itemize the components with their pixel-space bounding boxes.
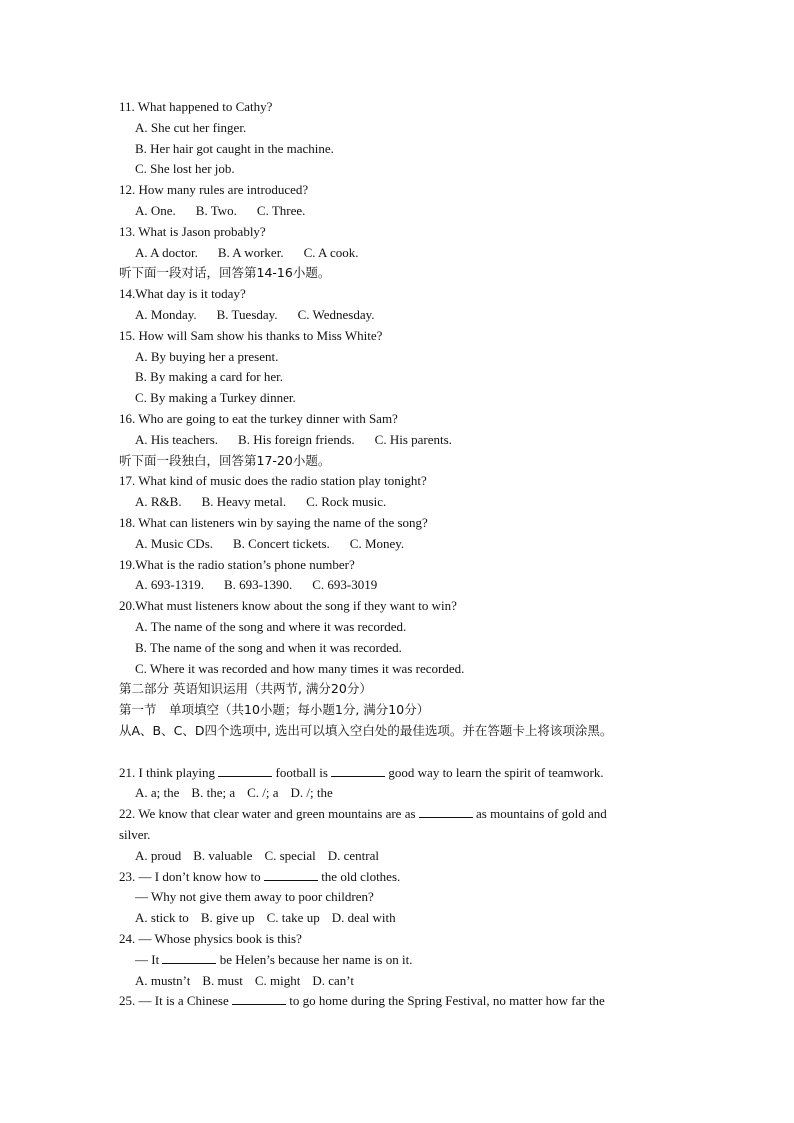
- answer-blank: [162, 951, 216, 964]
- option-item: C. His parents.: [374, 431, 452, 447]
- option-line: [135, 534, 695, 554]
- question-text: 22. We know that clear water and green mountains are as: [119, 806, 419, 822]
- section-instruction: 从A、B、C、D四个选项中, 选出可以填入空白处的最佳选项。并在答题卡上将该项涂黑。: [119, 723, 613, 738]
- option-line: [135, 430, 695, 450]
- option-line: [135, 575, 695, 595]
- question-line: 14.What day is it today?: [119, 286, 246, 302]
- question-line: [119, 867, 679, 887]
- option-item: B. His foreign friends.: [238, 431, 355, 447]
- option-item: A. Monday.: [135, 307, 197, 322]
- option-line: [135, 347, 695, 367]
- question-text: be Helen’s because her name is on it.: [216, 951, 413, 967]
- option-item: A. She cut her finger.: [135, 119, 247, 135]
- option-item: A. R&B.: [135, 494, 182, 510]
- option-line: [135, 201, 695, 221]
- option-line: [135, 492, 695, 512]
- option-item: B. Her hair got caught in the machine.: [135, 140, 334, 156]
- option-item: C. /; a: [247, 785, 279, 801]
- question-line: 24. — Whose physics book is this?: [119, 931, 302, 946]
- section-instruction: 听下面一段独白，回答第17-20小题。: [119, 452, 331, 468]
- option-line: [135, 243, 695, 263]
- question-text: good way to learn the spirit of teamwork.: [385, 764, 604, 780]
- option-item: B. the; a: [191, 785, 236, 801]
- option-item: B. By making a card for her.: [135, 369, 284, 385]
- option-item: A. stick to: [135, 910, 189, 926]
- option-item: B. Tuesday.: [216, 307, 278, 322]
- question-text: 23. — I don’t know how to: [119, 868, 264, 884]
- option-line: [135, 887, 695, 907]
- section-instruction: 听下面一段对话，回答第14-16小题。: [119, 265, 331, 281]
- option-item: B. A worker.: [217, 244, 284, 260]
- option-item: B. Two.: [195, 203, 237, 218]
- option-line: [135, 305, 695, 325]
- option-item: C. Money.: [349, 535, 405, 551]
- question-line: 19.What is the radio station’s phone number?: [119, 556, 355, 572]
- question-line: 18. What can listeners win by saying the name of the song?: [119, 515, 428, 530]
- option-item: B. Heavy metal.: [201, 494, 287, 510]
- option-item: C. might: [254, 972, 301, 988]
- option-line: [135, 846, 695, 866]
- question-text: to go home during the Spring Festival, no matter how far the: [286, 993, 605, 1009]
- option-item: A. Music CDs.: [135, 535, 214, 551]
- option-line: [135, 783, 695, 803]
- question-line: silver.: [119, 827, 151, 842]
- answer-blank: [232, 992, 286, 1005]
- question-text: the old clothes.: [317, 868, 401, 884]
- option-item: A. mustn’t: [135, 972, 191, 988]
- question-text: as mountains of gold and: [472, 806, 607, 822]
- option-line: [135, 118, 695, 138]
- option-item: C. take up: [266, 910, 320, 926]
- option-item: C. By making a Turkey dinner.: [135, 390, 296, 406]
- option-item: C. A cook.: [303, 244, 359, 260]
- option-item: C. Where it was recorded and how many times it was recorded.: [135, 660, 465, 676]
- question-line: [119, 991, 679, 1011]
- option-item: A. a; the: [135, 785, 180, 801]
- question-line: [119, 763, 679, 783]
- option-item: A. One.: [135, 203, 176, 218]
- question-line: 13. What is Jason probably?: [119, 223, 266, 239]
- answer-blank: [218, 764, 272, 777]
- option-item: B. Concert tickets.: [233, 535, 330, 551]
- section-instruction: 第二部分 英语知识运用（共两节, 满分20分）: [119, 681, 372, 697]
- option-item: — Why not give them away to poor children?: [135, 889, 374, 905]
- option-item: B. must: [202, 972, 243, 988]
- question-line: 15. How will Sam show his thanks to Miss White?: [119, 327, 383, 343]
- section-instruction: 第一节 单项填空（共10小题；每小题1分, 满分10分）: [119, 702, 430, 718]
- option-item: B. The name of the song and when it was recorded.: [135, 639, 402, 655]
- option-line: [135, 388, 695, 408]
- option-item: B. 693-1390.: [223, 577, 293, 593]
- question-text: 21. I think playing: [119, 764, 219, 780]
- answer-blank: [264, 868, 318, 881]
- question-text: — It: [135, 951, 163, 967]
- option-item: A. proud: [135, 847, 182, 863]
- option-line: [135, 908, 695, 928]
- answer-blank: [419, 805, 473, 818]
- option-item: A. By buying her a present.: [135, 348, 279, 364]
- option-item: D. central: [327, 847, 379, 863]
- option-item: C. Wednesday.: [297, 307, 375, 322]
- option-item: A. A doctor.: [135, 244, 198, 260]
- question-line: 20.What must listeners know about the song if they want to win?: [119, 598, 457, 614]
- option-item: A. His teachers.: [135, 431, 219, 447]
- answer-blank: [331, 764, 385, 777]
- option-line: [135, 159, 695, 179]
- option-item: B. valuable: [193, 847, 253, 863]
- option-line: [135, 367, 695, 387]
- option-item: C. special: [264, 847, 316, 863]
- question-line: 17. What kind of music does the radio station play tonight?: [119, 473, 427, 489]
- question-line: [119, 804, 679, 824]
- option-item: C. 693-3019: [312, 577, 378, 593]
- question-text: 25. — It is a Chinese: [119, 993, 233, 1009]
- option-item: D. /; the: [290, 785, 333, 801]
- option-item: B. give up: [200, 910, 255, 926]
- question-line: 12. How many rules are introduced?: [119, 182, 309, 198]
- option-line: [135, 971, 695, 991]
- question-line: 16. Who are going to eat the turkey dinner with Sam?: [119, 411, 398, 426]
- question-text: football is: [272, 764, 332, 780]
- option-line: [135, 638, 695, 658]
- option-item: C. She lost her job.: [135, 161, 235, 177]
- option-item: A. The name of the song and where it was recorded.: [135, 619, 407, 634]
- question-line: 11. What happened to Cathy?: [119, 99, 273, 114]
- question-line: [135, 950, 695, 970]
- option-item: D. deal with: [331, 910, 396, 926]
- option-item: A. 693-1319.: [135, 577, 204, 593]
- option-line: [135, 659, 695, 679]
- option-item: D. can’t: [312, 972, 355, 988]
- option-line: [135, 617, 695, 637]
- option-item: C. Rock music.: [306, 494, 387, 510]
- option-line: [135, 139, 695, 159]
- option-item: C. Three.: [256, 203, 306, 218]
